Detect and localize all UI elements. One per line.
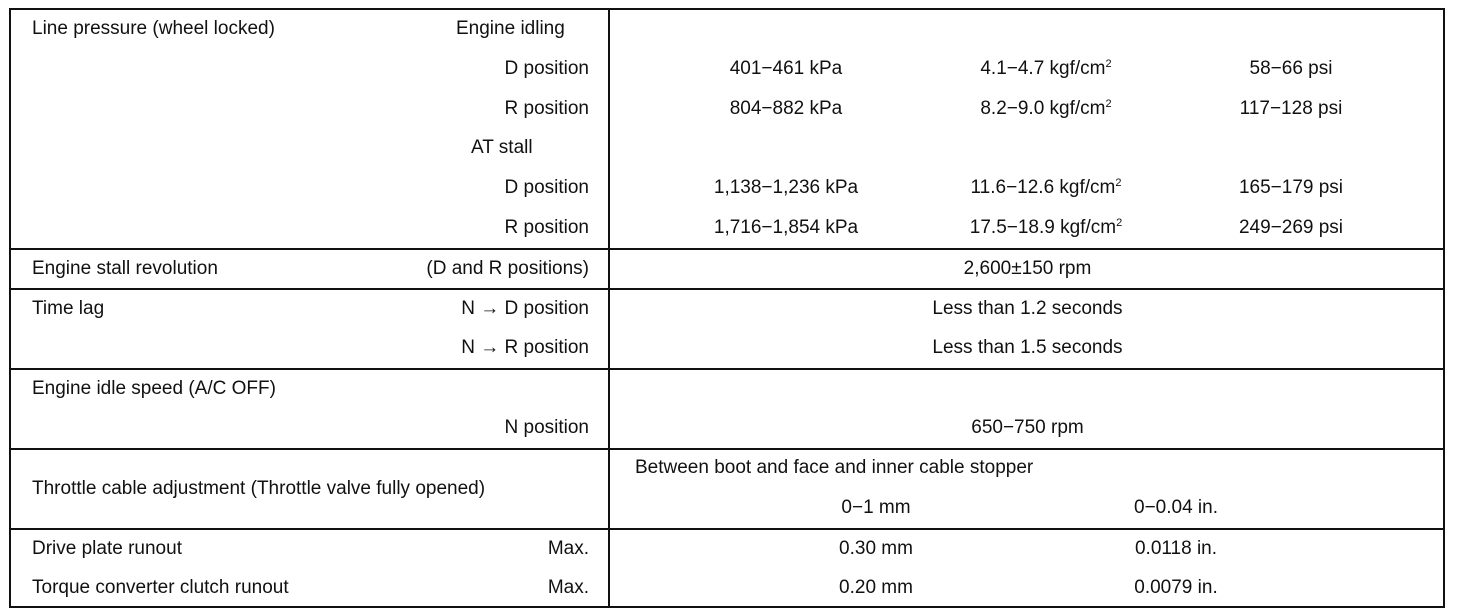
line-pressure-kgf: 4.1−4.7 kgf/$cm^2$ [980, 58, 1112, 79]
line-pressure-kgf: 11.6−12.6 kgf/$cm^2$ [970, 177, 1122, 198]
drive-plate-runout-limit: Max. [547, 538, 589, 559]
line-pressure-position: R position [504, 217, 589, 238]
time-lag-value: Less than 1.5 seconds [932, 337, 1123, 358]
drive-plate-runout-label: Drive plate runout [32, 538, 182, 559]
row-divider [11, 288, 1443, 290]
spec-table [9, 8, 1445, 608]
row-divider [11, 448, 1443, 450]
line-pressure-kpa: 401−461 kPa [729, 58, 843, 79]
line-pressure-position: D position [504, 177, 589, 198]
stall-revolution-value: 2,600±150 rpm [963, 258, 1092, 279]
line-pressure-kgf: 8.2−9.0 kgf/$cm^2$ [980, 98, 1112, 119]
line-pressure-psi: 249−269 psi [1238, 217, 1344, 238]
stall-revolution-condition: (D and R positions) [426, 258, 589, 279]
row-divider [11, 368, 1443, 370]
throttle-cable-metric: 0−1 mm [841, 497, 911, 518]
throttle-cable-imperial: 0−0.04 in. [1134, 497, 1218, 518]
at-stall-label: AT stall [471, 137, 533, 158]
time-lag-label: Time lag [32, 298, 105, 319]
idle-speed-value: 650−750 rpm [971, 417, 1084, 438]
drive-plate-runout-metric: 0.30 mm [839, 538, 913, 559]
row-divider [11, 248, 1443, 250]
line-pressure-title: Line pressure (wheel locked) [32, 18, 275, 39]
line-pressure-kpa: 804−882 kPa [729, 98, 843, 119]
throttle-cable-label: Throttle cable adjustment (Throttle valve fully opened) [32, 478, 486, 499]
idle-speed-label: Engine idle speed (A/C OFF) [32, 378, 276, 399]
torque-converter-runout-imperial: 0.0079 in. [1134, 577, 1218, 598]
throttle-cable-note: Between boot and face and inner cable stopper [635, 457, 1034, 478]
line-pressure-position: R position [504, 98, 589, 119]
torque-converter-runout-limit: Max. [547, 577, 589, 598]
time-lag-condition: N → R position [461, 337, 589, 358]
torque-converter-runout-label: Torque converter clutch runout [32, 577, 289, 598]
time-lag-condition: N → D position [461, 298, 589, 319]
stall-revolution-label: Engine stall revolution [32, 258, 218, 279]
line-pressure-psi: 117−128 psi [1239, 98, 1343, 119]
row-divider [11, 528, 1443, 530]
line-pressure-kpa: 1,138−1,236 kPa [713, 177, 859, 198]
torque-converter-runout-metric: 0.20 mm [839, 577, 913, 598]
line-pressure-kpa: 1,716−1,854 kPa [713, 217, 859, 238]
drive-plate-runout-imperial: 0.0118 in. [1134, 538, 1218, 559]
time-lag-value: Less than 1.2 seconds [932, 298, 1123, 319]
line-pressure-kgf: 17.5−18.9 kgf/$cm^2$ [969, 217, 1123, 238]
line-pressure-psi: 165−179 psi [1238, 177, 1344, 198]
line-pressure-psi: 58−66 psi [1249, 58, 1333, 79]
idle-speed-condition: N position [504, 417, 589, 438]
engine-idling-label: Engine idling [456, 18, 565, 39]
line-pressure-position: D position [504, 58, 589, 79]
